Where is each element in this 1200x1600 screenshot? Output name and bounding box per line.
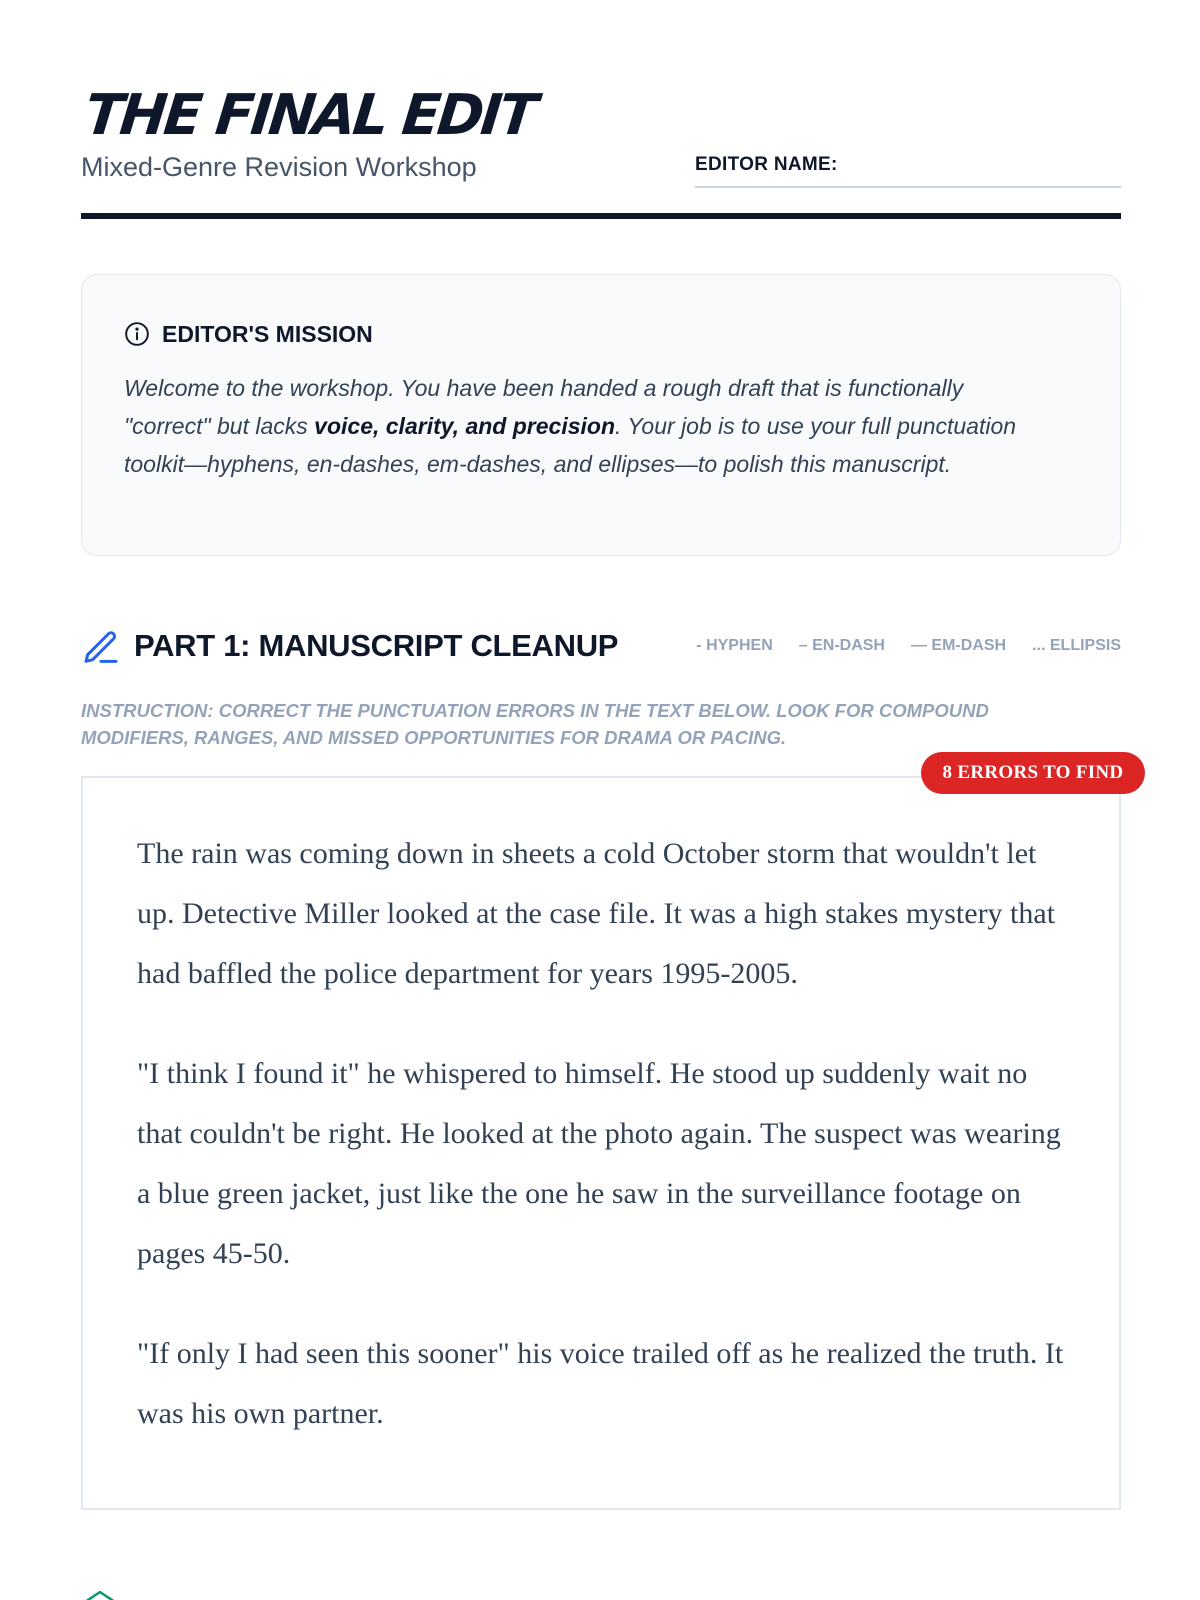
mission-title: EDITOR'S MISSION <box>162 320 373 347</box>
page-subtitle: Mixed-Genre Revision Workshop <box>81 152 477 182</box>
punctuation-legend <box>696 637 1121 655</box>
part1-instruction: INSTRUCTION: CORRECT THE PUNCTUATION ERRORS IN THE TEXT BELOW. LOOK FOR COMPOUND MODIFIERS, RANGES, AND MISSED OPPORTUNITIES FOR DRAMA OR PACING. <box>81 700 989 748</box>
editor-name-label: EDITOR NAME: <box>695 154 838 175</box>
part1-heading <box>81 622 1121 672</box>
shield-icon <box>81 1590 119 1600</box>
manuscript-paragraph: "If only I had seen this sooner" his voice trailed off as he realized the truth. It was his own partner. <box>137 1337 1064 1430</box>
worksheet-page <box>81 0 1124 1430</box>
mission-box <box>81 274 1121 556</box>
editor-name-field[interactable] <box>695 154 1121 188</box>
part1-title: PART 1: MANUSCRIPT CLEANUP <box>134 628 619 663</box>
legend-en-dash: – EN-DASH <box>798 637 885 654</box>
mission-text-bold: voice, clarity, and precision <box>314 413 615 439</box>
worksheet-header <box>81 0 1121 220</box>
legend-hyphen: - HYPHEN <box>696 637 773 654</box>
page-title: THE FINAL EDIT <box>81 83 538 148</box>
header-divider <box>81 213 1121 219</box>
errors-badge: 8 ERRORS TO FIND <box>921 752 1145 794</box>
mission-text <box>124 369 1054 483</box>
legend-ellipsis: ... ELLIPSIS <box>1032 637 1121 654</box>
info-icon <box>124 321 150 347</box>
mission-text-after: . Your job is to use your full punctuation toolkit—hyphens, en-dashes, em-dashes, and ellipses—to polish this manuscript. <box>124 413 1017 477</box>
manuscript-paragraph: "I think I found it" he whispered to himself. He stood up suddenly wait no that couldn't be right. He looked at the photo again. The suspect was wearing a blue green jacket, just like the one he saw in the surveillance footage on pages 45-50. <box>137 1057 1061 1270</box>
manuscript-box <box>81 776 1121 1510</box>
legend-em-dash: — EM-DASH <box>910 637 1007 654</box>
mission-text-before: Welcome to the workshop. You have been handed a rough draft that is functionally "correct" but lacks <box>124 375 964 439</box>
manuscript-paragraph: The rain was coming down in sheets a cold October storm that wouldn't let up. Detective Miller looked at the case file. It was a high stakes mystery that had baffled the police department for years 1995-2005. <box>137 837 1056 990</box>
mission-header <box>124 319 1080 349</box>
pencil-icon <box>81 628 121 668</box>
